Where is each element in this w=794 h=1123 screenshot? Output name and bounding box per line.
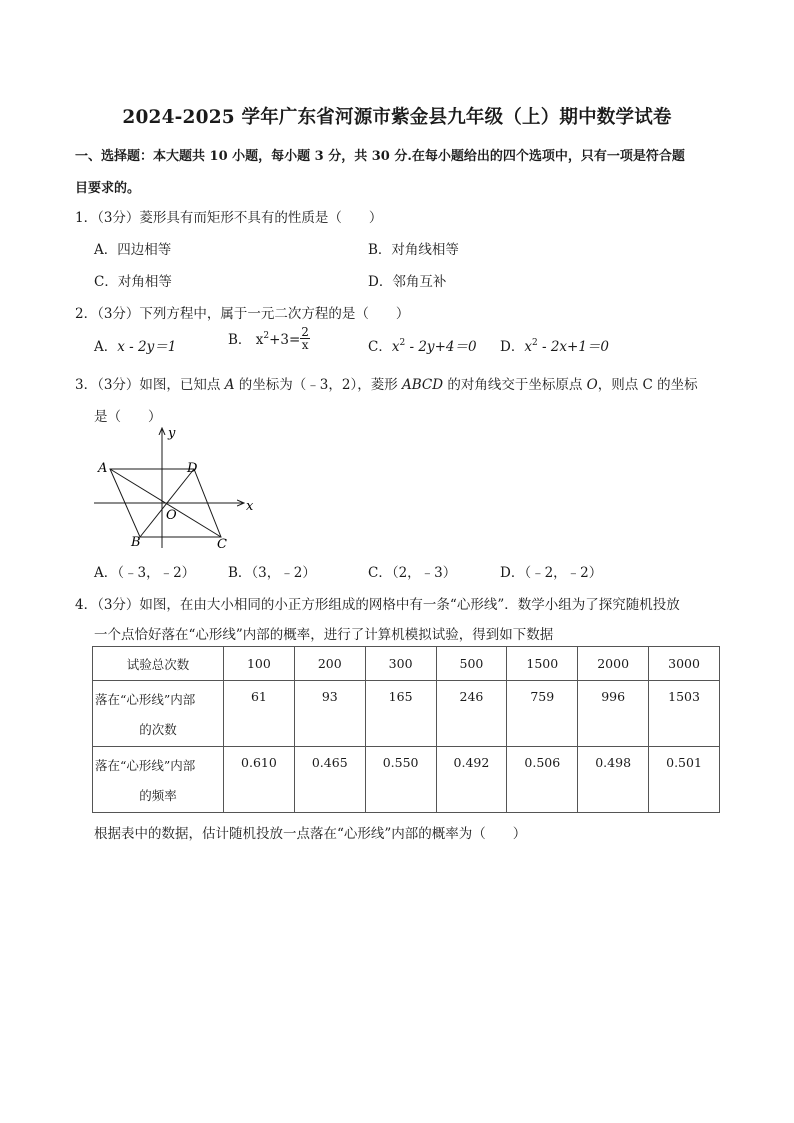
table-cell: 500	[436, 647, 507, 681]
q2-option-b-denominator: x	[301, 338, 309, 352]
label-point-a: A	[98, 461, 108, 476]
table-cell: 165	[365, 681, 436, 747]
table-header-wrap	[93, 683, 223, 745]
q2-option-b-base: x	[255, 332, 264, 348]
label-point-d: D	[187, 461, 198, 476]
table-cell: 2000	[578, 647, 649, 681]
q2-option-d-base: x	[524, 339, 532, 355]
q3-option-a: A．（﹣3，﹣2）	[94, 565, 196, 581]
page-title: 2024-2025 学年广东省河源市紫金县九年级（上）期中数学试卷	[122, 107, 672, 128]
table-cell: 0.498	[578, 747, 649, 813]
q3-stem-line2: 是（ ）	[94, 409, 162, 425]
table-cell: 100	[224, 647, 295, 681]
q1-option-d: D．邻角互补	[368, 274, 447, 290]
q3-option-b: B．（3，﹣2）	[228, 565, 316, 581]
table-header-line1: 落在“心形线”内部	[95, 757, 196, 773]
table-cell: 200	[294, 647, 365, 681]
table-row	[93, 747, 720, 813]
table-header-trials: 试验总次数	[93, 647, 224, 681]
q3-text-d: ，则点 C 的坐标	[597, 377, 698, 393]
table-cell: 61	[224, 681, 295, 747]
q2-stem: 2．（3分）下列方程中，属于一元二次方程的是（ ）	[75, 306, 410, 322]
q2-option-b-rest: +3=	[269, 332, 301, 348]
q2-option-b-label: B．	[228, 332, 252, 348]
q2-option-c-exp: 2	[399, 338, 406, 348]
q3-point-a: A	[224, 377, 235, 393]
q2-option-c-label: C．	[368, 339, 392, 355]
q2-option-d-label: D．	[500, 339, 525, 355]
q2-option-d-rest: - 2x+1＝0	[537, 339, 610, 355]
table-cell: 1500	[507, 647, 578, 681]
q1-stem: 1．（3分）菱形具有而矩形不具有的性质是（ ）	[75, 210, 383, 226]
q3-origin-o: O	[586, 377, 598, 393]
table-cell: 3000	[649, 647, 720, 681]
table-header-wrap	[93, 749, 223, 811]
section-heading-line2: 目要求的。	[75, 181, 141, 196]
table-cell: 0.610	[224, 747, 295, 813]
q3-stem-line1	[75, 373, 698, 393]
q1-option-c: C．对角相等	[94, 274, 172, 290]
q3-text-c: 的对角线交于坐标原点	[443, 377, 587, 393]
table-header-frequency	[93, 747, 224, 813]
label-x: x	[246, 499, 254, 514]
q4-after-table: 根据表中的数据，估计随机投放一点落在“心形线”内部的概率为（ ）	[94, 826, 527, 842]
q2-option-a-label: A．	[94, 339, 118, 355]
table-header-count	[93, 681, 224, 747]
table-cell: 300	[365, 647, 436, 681]
section-heading-line1: 一、选择题：本大题共 10 小题，每小题 3 分，共 30 分.在每小题给出的四个选项中，只有一项是符合题	[75, 149, 685, 164]
q4-stem-line2: 一个点恰好落在“心形线”内部的概率，进行了计算机模拟试验，得到如下数据	[94, 627, 554, 643]
table-cell: 0.492	[436, 747, 507, 813]
table-row	[93, 647, 720, 681]
label-point-o: O	[166, 508, 177, 523]
q1-option-b: B．对角线相等	[368, 242, 459, 258]
q2-option-a	[94, 335, 176, 355]
q3-option-c: C．（2，﹣3）	[368, 565, 457, 581]
table-cell: 246	[436, 681, 507, 747]
q4-stem-line1: 4．（3分）如图，在由大小相同的小正方形组成的网格中有一条“心形线”．数学小组为了探究随机投放	[75, 597, 680, 613]
q4-data-table	[92, 646, 720, 813]
table-cell: 1503	[649, 681, 720, 747]
q2-option-c	[368, 335, 477, 355]
q2-option-a-expr: x - 2y＝1	[117, 339, 177, 355]
table-cell: 0.550	[365, 747, 436, 813]
q2-option-b-fraction	[300, 326, 310, 351]
table-row	[93, 681, 720, 747]
q3-rhombus-figure	[88, 422, 268, 552]
table-header-line2: 的频率	[139, 787, 177, 803]
q3-option-d: D．（﹣2，﹣2）	[500, 565, 603, 581]
table-header-line1: 落在“心形线”内部	[95, 691, 196, 707]
q2-option-d	[500, 335, 609, 355]
table-cell: 759	[507, 681, 578, 747]
q2-option-c-rest: - 2y+4＝0	[405, 339, 477, 355]
q2-option-b-exp: 2	[263, 331, 270, 341]
table-cell: 93	[294, 681, 365, 747]
q3-text-a: 3．（3分）如图，已知点	[75, 377, 225, 393]
table-cell: 0.465	[294, 747, 365, 813]
table-header-line2: 的次数	[139, 721, 177, 737]
table-cell: 996	[578, 681, 649, 747]
q3-text-b: 的坐标为（﹣3，2），菱形	[234, 377, 402, 393]
label-point-c: C	[217, 537, 227, 552]
label-point-b: B	[131, 535, 141, 550]
table-cell: 0.506	[507, 747, 578, 813]
q3-rhombus-name: ABCD	[402, 377, 444, 393]
q2-option-b-numerator: 2	[301, 325, 309, 339]
q1-option-a: A．四边相等	[94, 242, 172, 258]
q2-option-d-exp: 2	[531, 338, 538, 348]
q2-option-b	[228, 325, 310, 353]
label-y: y	[168, 426, 176, 441]
table-cell: 0.501	[649, 747, 720, 813]
q2-option-c-base: x	[391, 339, 400, 355]
